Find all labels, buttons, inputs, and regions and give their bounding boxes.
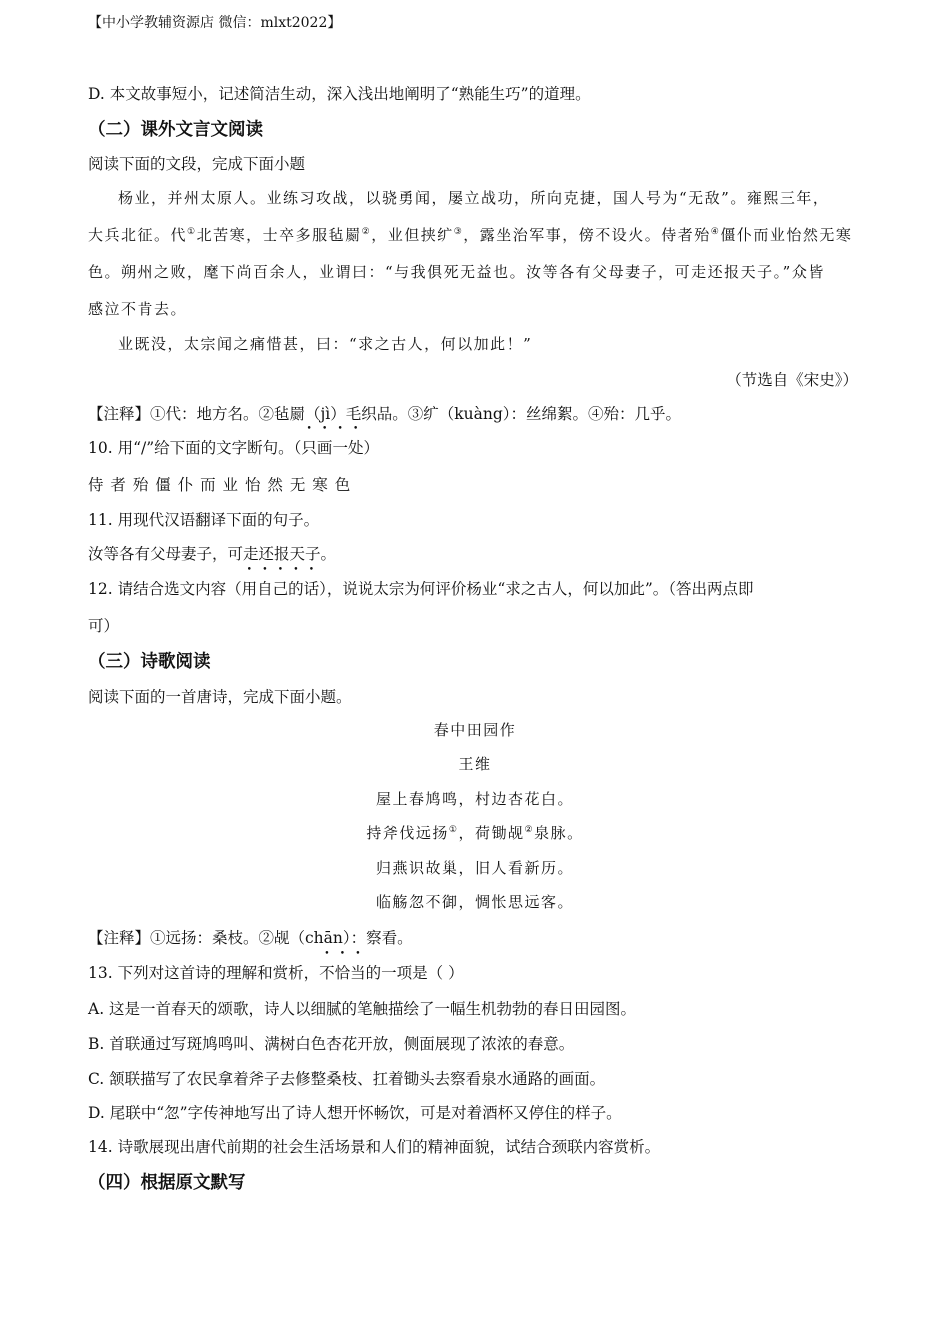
question-14: 14. 诗歌展现出唐代前期的社会生活场景和人们的精神面貌，试结合颈联内容赏析。 — [88, 1138, 661, 1156]
footnote-marker: ① — [187, 227, 197, 237]
poem-title: 春中田园作 — [433, 721, 517, 739]
question-11-text: 汝等各有父母妻子，可走还报天子。 — [88, 545, 337, 563]
poem-author: 王维 — [458, 755, 492, 773]
section-title-dictation: （四）根据原文默写 — [88, 1173, 246, 1193]
poem-line: 屋上春鸠鸣，村边杏花白。 — [375, 790, 574, 808]
question-11: 11. 用现代汉语翻译下面的句子。 — [88, 511, 320, 529]
footnote-marker: ③ — [453, 227, 464, 237]
section-title-classical: （二）课外文言文阅读 — [88, 120, 263, 140]
option-b: B. 首联通过写斑鸠鸣叫、满树白色杏花开放，侧面展现了浓浓的春意。 — [88, 1035, 575, 1053]
passage-line: 感泣不肯去。 — [88, 300, 188, 318]
footnote-marker: ④ — [710, 227, 721, 237]
prev-option-d: D. 本文故事短小，记述简洁生动，深入浅出地阐明了“熟能生巧”的道理。 — [88, 85, 591, 103]
poem-line: 临觞忽不御，惆怅思远客。 — [375, 893, 574, 911]
question-10-text: 侍 者 殆 僵 仆 而 业 怡 然 无 寒 色 — [88, 476, 352, 494]
passage-line: 大兵北征。代①北苦寒，士卒多服毡罽②，业但挟纩③，露坐治军事，傍不设火。侍者殆④僵仆而业怡然无寒 — [88, 226, 853, 244]
option-c: C. 颔联描写了农民拿着斧子去修整桑枝、扛着锄头去察看泉水通路的画面。 — [88, 1070, 606, 1088]
option-d: D. 尾联中“忽”字传神地写出了诗人想开怀畅饮，可是对着酒杯又停住的样子。 — [88, 1104, 622, 1122]
poem-line: 归燕识故巢，旧人看新历。 — [375, 859, 574, 877]
poem-line: 持斧伐远扬①，荷锄觇②泉脉。 — [366, 824, 584, 842]
footnote-marker: ② — [361, 227, 372, 237]
passage-line: 杨业，并州太原人。业练习攻战，以骁勇闻，屡立战功，所向克捷，国人号为“无敌”。雍熙三年， — [118, 189, 830, 207]
instruction-classical: 阅读下面的文段，完成下面小题 — [88, 155, 306, 173]
passage-line: 色。朔州之败，麾下尚百余人，业谓曰：“与我俱死无益也。汝等各有父母妻子，可走还报天子。”众皆 — [88, 263, 825, 281]
passage-line: 业既没，太宗闻之痛惜甚，曰：“求之古人，何以加此！” — [118, 335, 533, 353]
page-header: 【中小学教辅资源店 微信：mlxt2022】 — [88, 15, 342, 31]
notes-poetry: 【注释】①远扬：桑枝。②觇（chān）：察看。 — [88, 929, 413, 947]
instruction-poetry: 阅读下面的一首唐诗，完成下面小题。 — [88, 688, 352, 706]
passage-source: （节选自《宋史》） — [726, 371, 858, 389]
section-title-poetry: （三）诗歌阅读 — [88, 652, 211, 672]
footnote-marker: ① — [448, 825, 459, 835]
question-10: 10. 用“/”给下面的文字断句。（只画一处） — [88, 439, 379, 457]
question-13: 13. 下列对这首诗的理解和赏析，不恰当的一项是（ ） — [88, 964, 464, 982]
option-a: A. 这是一首春天的颂歌，诗人以细腻的笔触描绘了一幅生机勃勃的春日田园图。 — [88, 1000, 637, 1018]
notes-classical: 【注释】①代：地方名。②毡罽（jì）毛织品。③纩（kuàng）：丝绵絮。④殆：几乎。 — [88, 405, 682, 423]
footnote-marker: ② — [524, 825, 535, 835]
question-12-cont: 可） — [88, 617, 120, 635]
question-12: 12. 请结合选文内容（用自己的话），说说太宗为何评价杨业“求之古人，何以加此”。（答出两点即 — [88, 580, 754, 598]
